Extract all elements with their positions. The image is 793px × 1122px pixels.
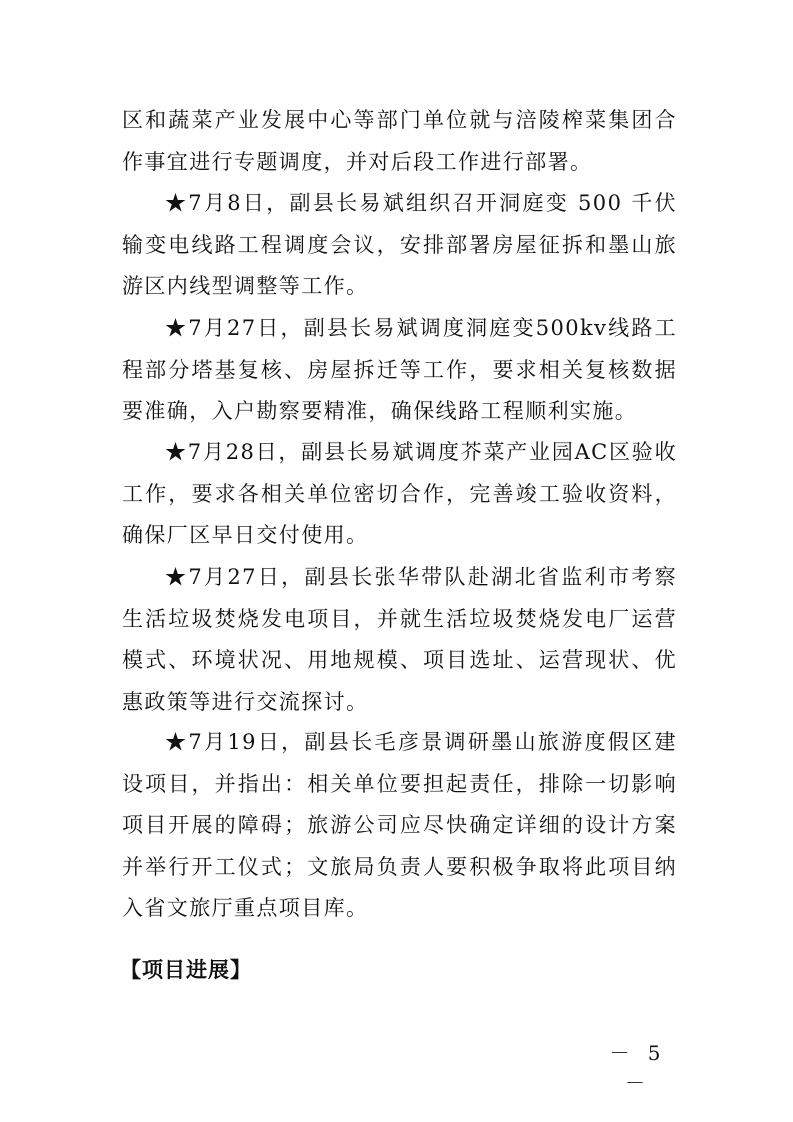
- paragraph-item-4: ★7月27日，副县长张华带队赴湖北省监利市考察生活垃圾焚烧发电项目，并就生活垃圾焚烧发电厂运营模式、环境状况、用地规模、项目选址、运营现状、优惠政策等进行交流探讨。: [122, 565, 677, 714]
- paragraph-item-1: ★7月8日，副县长易斌组织召开洞庭变 500 千伏输变电线路工程调度会议，安排部署房屋征拆和墨山旅游区内线型调整等工作。: [122, 191, 677, 298]
- page-number: － 5 －: [609, 1041, 667, 1095]
- section-heading: 【项目进展】: [120, 958, 252, 982]
- paragraph-continuation: 区和蔬菜产业发展中心等部门单位就与涪陵榨菜集团合作事宜进行专题调度，并对后段工作进行部署。: [122, 108, 677, 174]
- paragraph-item-3: ★7月28日，副县长易斌调度芥菜产业园AC区验收工作，要求各相关单位密切合作，完善竣工验收资料，确保厂区早日交付使用。: [122, 440, 677, 547]
- paragraph-item-2: ★7月27日，副县长易斌调度洞庭变500kv线路工程部分塔基复核、房屋拆迁等工作，要求相关复核数据要准确，入户勘察要精准，确保线路工程顺利实施。: [122, 316, 677, 423]
- paragraph-item-5: ★7月19日，副县长毛彦景调研墨山旅游度假区建设项目，并指出：相关单位要担起责任，排除一切影响项目开展的障碍；旅游公司应尽快确定详细的设计方案并举行开工仪式；文旅局负责人要积极争取将此项目纳入省文旅厅重点项目库。: [122, 730, 677, 920]
